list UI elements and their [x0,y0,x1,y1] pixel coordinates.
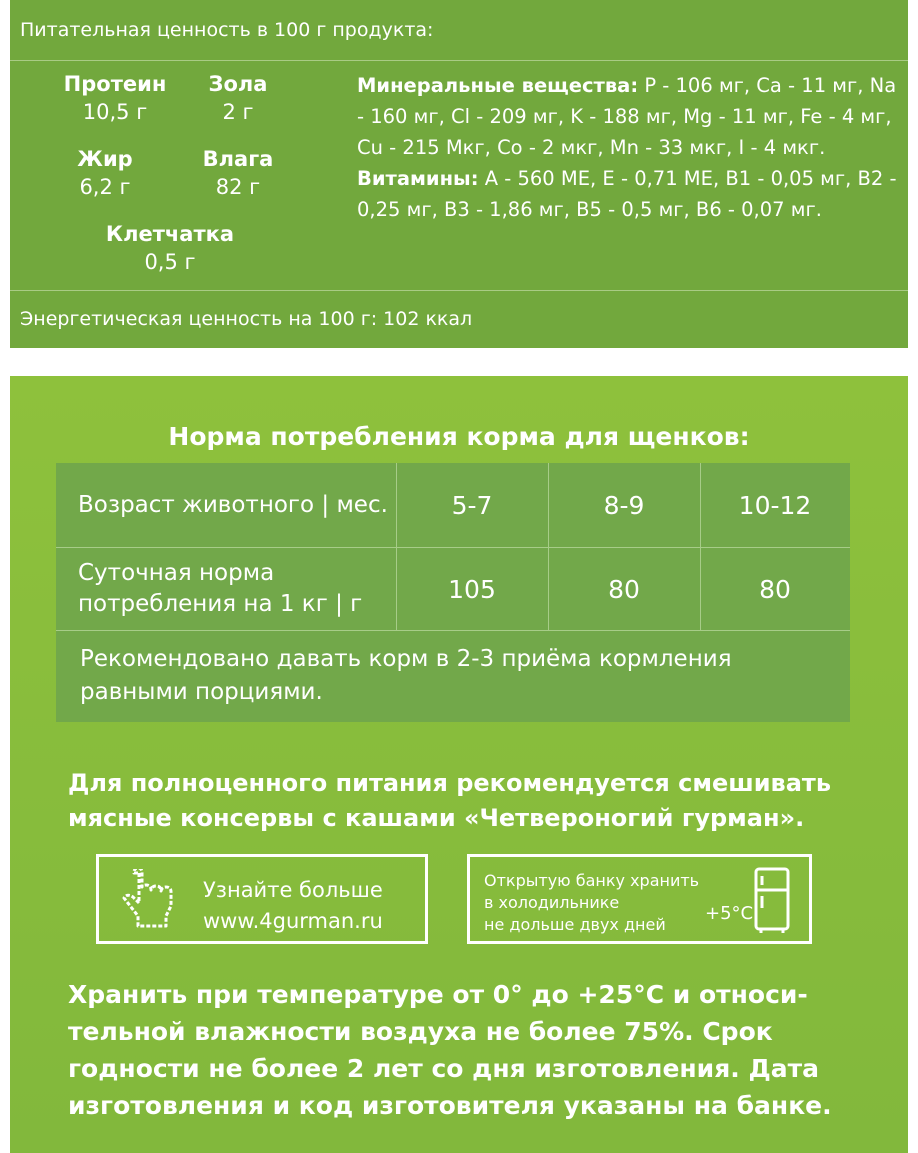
storage-box [467,854,812,944]
feeding-title: Норма потребления корма для щенков: [168,422,750,451]
age-cell: 10-12 [738,490,812,520]
macro-value: 82 г [215,175,261,199]
macro-name: Жир [77,147,133,171]
mix-recommendation: Для полноценного питания рекомендуется смешивать мясные консервы с кашами «Четвероногий гурман». [68,769,832,832]
feeding-panel [10,376,908,1153]
nutrition-header-text: Питательная ценность в 100 г продукта: [20,19,434,41]
minerals-block [357,70,902,225]
age-cell: 5-7 [451,490,493,520]
macro-ash [158,70,318,126]
macro-moisture [158,145,318,201]
norm-cell: 105 [448,574,496,604]
feeding-note [56,631,850,722]
macro-fiber [90,220,250,276]
storage-box-line2: в холодильнике [484,893,620,912]
macro-value: 10,5 г [82,100,148,124]
storage-box-line1: Открытую банку хранить [484,871,700,890]
macro-value: 0,5 г [144,250,196,274]
norm-row-label: Суточная норма потребления на 1 кг | г [78,560,363,617]
vitamins-label: Витамины: [357,167,479,190]
storage-box-line3: не дольше двух дней [484,915,666,934]
minerals-label: Минеральные вещества: [357,74,639,97]
minerals-text: P - 106 мг, Ca - 11 мг, Na - 160 мг, Cl - 209 мг, K - 188 мг, Mg - 11 мг, Fe - 4 мг, Cu - 215 Мкг, Co - 2 мкг, Mn - 33 мкг, I - 4 мкг. [357,74,897,159]
vitamins-paragraph [357,163,902,225]
macro-name: Зола [208,72,268,96]
norm-cell: 80 [608,574,640,604]
minerals-paragraph [357,70,902,163]
fridge-icon [753,866,793,934]
macro-value: 2 г [222,100,254,124]
macro-name: Клетчатка [105,222,235,246]
norm-cell: 80 [759,574,791,604]
fridge-temperature: +5°C [705,903,754,924]
nutrition-panel [10,0,908,348]
nutrition-header [10,0,908,61]
age-cell: 8-9 [603,490,645,520]
macro-value: 6,2 г [79,175,131,199]
energy-text: Энергетическая ценность на 100 г: 102 ккал [20,308,473,330]
vitamins-text: A - 560 МЕ, E - 0,71 МЕ, B1 - 0,05 мг, B2 - 0,25 мг, B3 - 1,86 мг, B5 - 0,5 мг, B6 - 0,07 мг. [357,167,897,221]
macro-name: Влага [202,147,274,171]
table-divider [56,547,850,548]
info-box-line1: Узнайте больше [203,878,383,902]
feeding-table [56,463,850,631]
hand-pointer-icon [121,869,177,933]
feeding-note-text: Рекомендовано давать корм в 2-3 приёма кормления равными порциями. [80,646,732,705]
storage-box-text [484,870,699,936]
info-box [96,854,428,944]
energy-footer [10,290,908,349]
info-box-text [203,875,383,937]
website-link[interactable]: www.4gurman.ru [203,909,383,933]
storage-conditions: Хранить при температуре от 0° до +25°C и относи-тельной влажности воздуха не более 75%. Срок годности не более 2 лет со дня изготовления. Дата изготовления и код изготовителя указаны на банке. [68,980,832,1120]
age-row-label: Возраст животного | мес. [78,491,388,518]
macro-name: Протеин [63,72,167,96]
